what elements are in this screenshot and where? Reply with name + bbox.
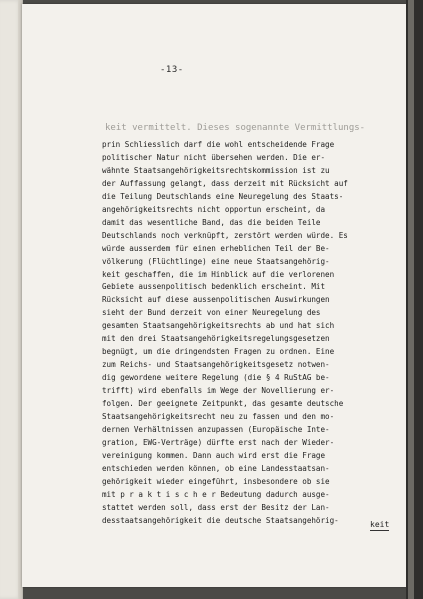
text-line: trifft) wird ebenfalls im Wege der Novellierung er- bbox=[102, 386, 335, 396]
text-line: gehörigkeit wieder eingeführt, insbesondere ob sie bbox=[102, 476, 330, 486]
text-line: die Teilung Deutschlands eine Neuregelung des Staats- bbox=[102, 191, 344, 201]
text-line: keit geschaffen, die im Hinblick auf die verlorenen bbox=[102, 269, 335, 279]
text-line: vereinigung kommen. Dann auch wird erst die Frage bbox=[102, 450, 326, 460]
text-line: dig gewordene weitere Regelung (die § 4 RuStAG be- bbox=[102, 373, 330, 383]
text-line: mit den drei Staatsangehörigkeitsregelungsgesetzen bbox=[102, 334, 330, 344]
text-line: gration, EWG-Verträge) dürfte erst nach der Wieder- bbox=[102, 437, 335, 447]
text-line: gesamten Staatsangehörigkeitsrechts ab und hat sich bbox=[102, 321, 335, 331]
text-line: damit das wesentliche Band, das die beiden Teile bbox=[102, 217, 321, 227]
text-line: zum Reichs- und Staatsangehörigkeitsgesetz notwen- bbox=[102, 360, 330, 370]
text-line: desstaatsangehörigkeit die deutsche Staatsangehörig- bbox=[102, 515, 339, 525]
text-line: politischer Natur nicht übersehen werden. Die er- bbox=[102, 152, 326, 162]
text-line: angehörigkeitsrechts nicht opportun erscheint, da bbox=[102, 204, 326, 214]
text-line: wähnte Staatsangehörigkeitsrechtskommission ist zu bbox=[102, 165, 330, 175]
text-line: begnügt, um die dringendsten Fragen zu ordnen. Eine bbox=[102, 347, 335, 357]
text-line: entschieden werden können, ob eine Landesstaatsan- bbox=[102, 463, 330, 473]
page-number: -13- bbox=[160, 65, 184, 75]
text-line: folgen. Der geeignete Zeitpunkt, das gesamte deutsche bbox=[102, 399, 344, 409]
binding-band bbox=[408, 0, 414, 599]
text-line: Staatsangehörigkeitsrecht neu zu fassen und den mo- bbox=[102, 412, 335, 422]
catchword: keit bbox=[370, 520, 390, 529]
text-line: Deutschlands noch verknüpft, zerstört werden würde. Es bbox=[102, 230, 348, 240]
text-line: stattet werden soll, dass erst der Besitz der Lan- bbox=[102, 502, 330, 512]
text-line: mit p r a k t i s c h e r Bedeutung dadurch ausge- bbox=[102, 489, 330, 499]
text-line: dernen Verhältnissen anzupassen (Europäische Inte- bbox=[102, 424, 330, 434]
text-line: prin Schliesslich darf die wohl entscheidende Frage bbox=[102, 140, 335, 149]
offset-bleed-line: keit vermittelt. Dieses sogenannte Vermittlungs- bbox=[105, 123, 366, 133]
text-line: Rücksicht auf diese aussenpolitischen Auswirkungen bbox=[102, 295, 330, 305]
text-line: würde ausserdem für einen erheblichen Teil der Be- bbox=[102, 243, 330, 253]
text-line: Gebiete aussenpolitisch bedenklich erscheint. Mit bbox=[102, 282, 326, 292]
text-line: völkerung (Flüchtlinge) eine neue Staatsangehörig- bbox=[102, 256, 330, 266]
body-text-block bbox=[102, 139, 398, 528]
text-line: sieht der Bund derzeit von einer Neuregelung des bbox=[102, 308, 321, 318]
text-line: der Auffassung gelangt, dass derzeit mit Rücksicht auf bbox=[102, 178, 348, 188]
